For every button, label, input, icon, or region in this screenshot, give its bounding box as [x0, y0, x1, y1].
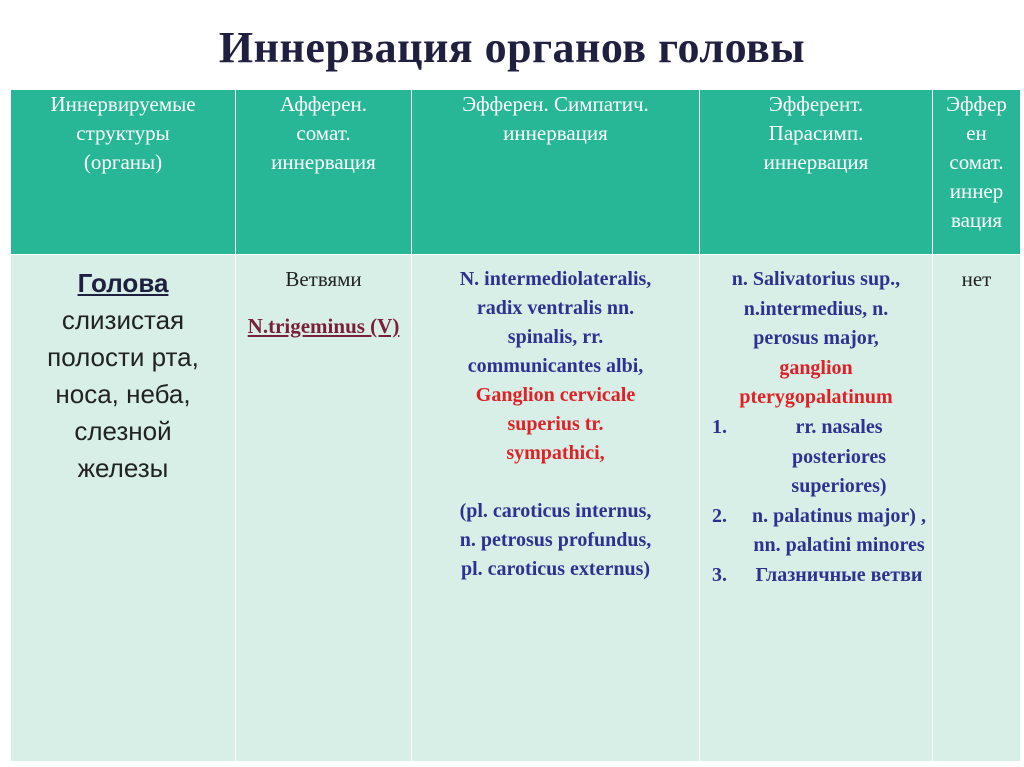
- organ-line: полости рта,: [47, 342, 199, 372]
- symp-line: spinalis, rr.: [507, 326, 604, 348]
- para-ganglion-line: pterygopalatinum: [739, 386, 893, 409]
- afferent-nerve: N.trigeminus (V): [247, 314, 400, 338]
- list-item: 1. rr. nasales posteriores superiores): [712, 415, 887, 498]
- list-item: 2. n. palatinus major) , nn. palatini minores: [712, 504, 926, 557]
- organ-line: слезной: [74, 416, 172, 446]
- symp-line: communicantes albi,: [467, 355, 644, 377]
- afferent-label: Ветвями: [285, 267, 362, 291]
- header-structures: Иннервируемые структуры (органы): [11, 90, 236, 255]
- para-line: perosus major,: [753, 327, 879, 350]
- symp-ganglion-line: Ganglion cervicale: [475, 384, 636, 406]
- table-row: [11, 255, 1021, 762]
- para-line: n.intermedius, n.: [743, 297, 889, 320]
- symp-ganglion-line: superius tr.: [507, 413, 604, 435]
- symp-line: (pl. caroticus internus,: [459, 500, 652, 522]
- symp-line: N. intermediolateralis,: [459, 268, 652, 290]
- organ-head: Голова: [77, 268, 169, 298]
- cell-parasympathetic: [700, 255, 933, 762]
- organ-line: носа, неба,: [55, 379, 191, 409]
- para-branch-list: [700, 413, 932, 591]
- para-ganglion-line: ganglion: [779, 356, 853, 379]
- header-efferent-sympathetic: Эфферен. Симпатич. иннервация: [412, 90, 700, 255]
- organ-line: слизистая: [61, 305, 185, 335]
- symp-line: pl. caroticus externus): [460, 558, 651, 580]
- symp-ganglion-line: sympathici,: [506, 442, 605, 464]
- cell-organ: [11, 255, 236, 762]
- slide-title: Иннервация органов головы: [218, 23, 806, 72]
- list-item: 3. Глазничные ветви: [712, 563, 923, 586]
- organ-line: железы: [77, 453, 169, 483]
- cell-afferent: [236, 255, 412, 762]
- cell-sympathetic: [412, 255, 700, 762]
- efferent-somatic-value: нет: [961, 267, 992, 291]
- header-efferent-parasympathetic: Эфферент. Парасимп. иннервация: [700, 90, 933, 255]
- para-line: n. Salivatorius sup.,: [731, 268, 901, 290]
- header-afferent-somatic: Афферен. сомат. иннервация: [236, 90, 412, 255]
- cell-efferent-somatic: [933, 255, 1021, 762]
- symp-line: n. petrosus profundus,: [459, 529, 652, 551]
- header-efferent-somatic: Эффер ен сомат. иннер вация: [933, 90, 1021, 255]
- table-header-row: [11, 90, 1021, 255]
- innervation-table: [10, 89, 1021, 762]
- symp-line: radix ventralis nn.: [476, 297, 635, 319]
